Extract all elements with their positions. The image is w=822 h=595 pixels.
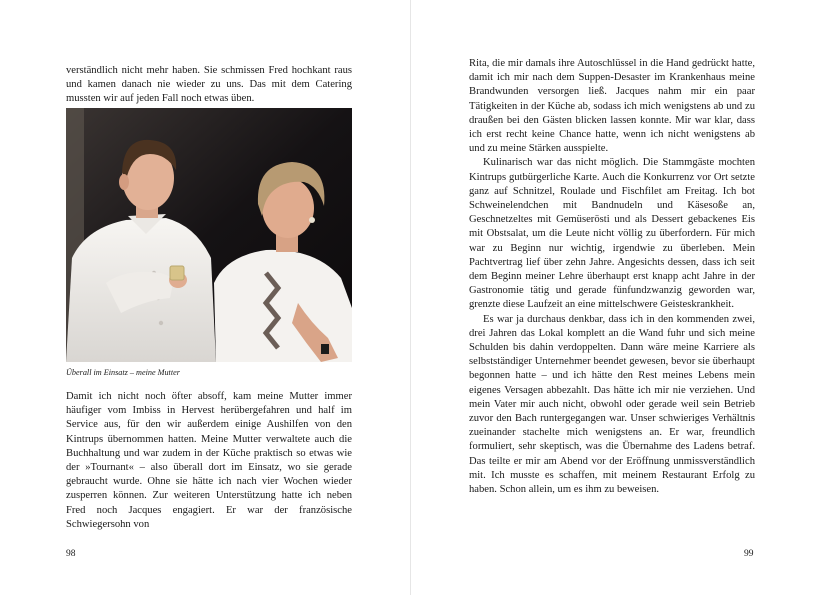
right-page bbox=[411, 0, 822, 595]
page-number-left: 98 bbox=[66, 549, 76, 559]
right-paragraph-2: Kulinarisch war das nicht möglich. Die Stammgäste mochten Kintrups gutbürgerliche Karte. Auch die Konkurrenz vor Ort setzte ganz auf Schnitzel, Roulade und Fischfilet am Freitag. Ich bot Schweinelendchen mit Bandnudeln und Käsesoße an, Geschnetzeltes mit Gemüserösti und als Dessert gebackenes Eis mit Obstsalat, um die Leute nicht völlig zu überfordern. Für mich war zu Beginn nur wichtig, irgendwie zu überleben. Mein Pachtvertrag lief über zehn Jahre. Angesichts dessen, dass ich seit dem Beginn meiner Lehre überhaupt erst knapp acht Jahre in der Gastronomie tätig und gerade fünfundzwanzig geworden war, grenzte diese Laufzeit an eine mittelschwere Geisteskrankheit. bbox=[469, 157, 755, 311]
right-paragraph-3: Es war ja durchaus denkbar, dass ich in den kommenden zwei, drei Jahren das Lokal komplett an die Wand fuhr und sich meine Schulden bis dahin verdoppelten. Dann wäre meine Karriere als selbstständiger Unternehmer beendet gewesen, bevor sie überhaupt begonnen hatte – und ich hätte den Rest meines Lebens mein eigenes Versagen abbezahlt. Das hätte ich mir nie verziehen. Und mein Vater mir auch nicht, obwohl oder gerade weil sein Betrieb zuvor den Bach runtergegangen war. Unser schwieriges Verhältnis zueinander stachelte mich wenigstens an. Er war, freundlich formuliert, sehr skeptisch, was die Übernahme des Ladens betraf. Das teilte er mir am Abend vor der Eröffnung unmissverständlich mit. Ich musste es schaffen, mit meinem Restaurant Erfolg zu haben. Schon allein, um es ihm zu beweisen. bbox=[469, 313, 755, 496]
right-text-block bbox=[469, 57, 755, 497]
left-bottom-text-block bbox=[66, 390, 352, 532]
book-photo bbox=[66, 108, 352, 362]
left-top-text-block bbox=[66, 64, 352, 107]
left-bottom-paragraph: Damit ich nicht noch öfter absoff, kam meine Mutter immer häufiger vom Imbiss in Hervest herübergefahren und half im Service aus, für den wir außerdem einige Aushilfen von den Kintrups übernommen hatten. Meine Mutter verwaltete auch die Buchhaltung und war zudem in der Küche praktisch so etwas wie der »Tournant« – also überall dort im Einsatz, wo sie gerade gebraucht wurde. Ohne sie hätte ich nach vier Wochen wieder zusperren können. Zur weiteren Unterstützung hatte ich neben Fred noch Jacques engagiert. Er war der französische Schwiegersohn von bbox=[66, 391, 352, 530]
page-number-right: 99 bbox=[744, 549, 754, 559]
photo-caption: Überall im Einsatz – meine Mutter bbox=[66, 368, 180, 377]
photo-illustration bbox=[66, 108, 352, 362]
left-top-paragraph: verständlich nicht mehr haben. Sie schmissen Fred hochkant raus und kamen danach nie wieder zu uns. Das mit dem Catering mussten wir auf jeden Fall noch etwas üben. bbox=[66, 65, 352, 105]
right-paragraph-1: Rita, die mir damals ihre Autoschlüssel in die Hand gedrückt hatte, damit ich mir nach dem Suppen-Desaster im Krankenhaus meine Brandwunden versorgen ließ. Jacques nahm mir ein paar Tätigkeiten in der Küche ab, sodass ich mich wenigstens ab und zu draußen bei den Gästen blicken lassen konnte. Mir war klar, dass ich erst recht keine Chance hatte, wenn ich nicht wenigstens ab und zu meine Stärken ausspielte. bbox=[469, 58, 755, 155]
